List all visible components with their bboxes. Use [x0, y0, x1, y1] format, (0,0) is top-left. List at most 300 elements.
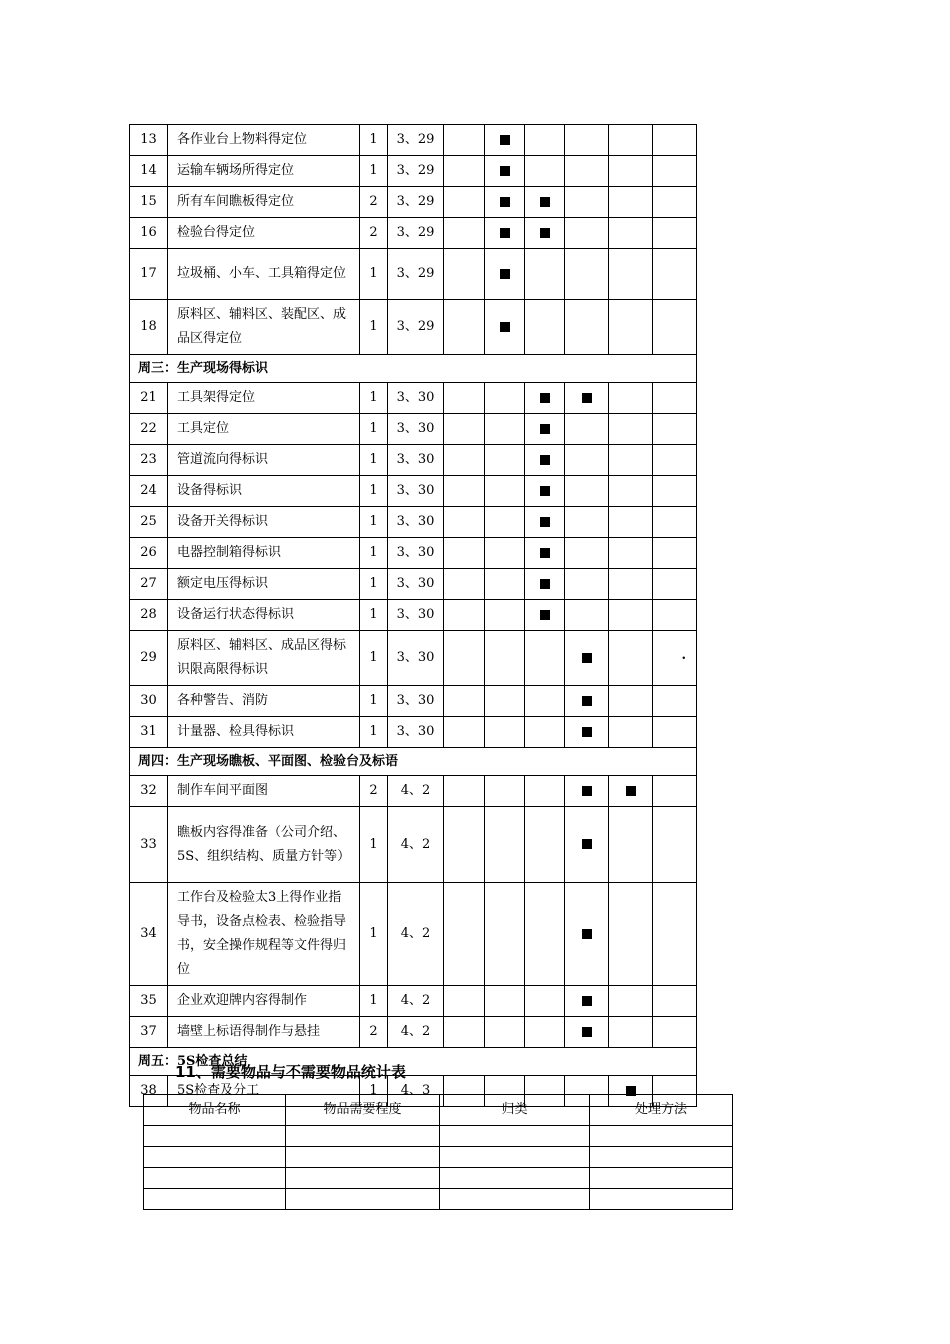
stat-header-row: [144, 1095, 733, 1126]
schedule-cell: [444, 507, 485, 538]
stat-empty-cell[interactable]: [144, 1189, 286, 1210]
schedule-cell: [565, 631, 609, 686]
table-row: [130, 156, 697, 187]
stat-empty-cell[interactable]: [144, 1147, 286, 1168]
schedule-cell: [485, 717, 525, 748]
schedule-cell: [653, 507, 697, 538]
schedule-cell: [525, 600, 565, 631]
row-quantity: 1: [360, 476, 388, 507]
table-row: [130, 686, 697, 717]
schedule-cell: [565, 538, 609, 569]
schedule-cell: [653, 125, 697, 156]
table-row: [130, 445, 697, 476]
schedule-cell: [609, 776, 653, 807]
schedule-cell: [609, 507, 653, 538]
row-date: 3、29: [388, 300, 444, 355]
schedule-cell: [525, 776, 565, 807]
schedule-cell: [444, 776, 485, 807]
schedule-cell: [444, 187, 485, 218]
table-row: [130, 300, 697, 355]
row-number: 30: [130, 686, 168, 717]
schedule-cell: [485, 986, 525, 1017]
schedule-cell: [609, 476, 653, 507]
filled-square-icon: [582, 393, 592, 403]
filled-square-icon: [540, 486, 550, 496]
row-date: 3、30: [388, 631, 444, 686]
schedule-cell: [609, 125, 653, 156]
schedule-cell: [565, 445, 609, 476]
schedule-cell: [525, 249, 565, 300]
schedule-cell: [565, 218, 609, 249]
row-task: 计量器、检具得标识: [168, 717, 360, 748]
schedule-cell: [485, 249, 525, 300]
row-date: 4、3: [388, 1076, 444, 1107]
filled-square-icon: [582, 929, 592, 939]
schedule-cell: [525, 717, 565, 748]
stat-empty-row: [144, 1147, 733, 1168]
stat-empty-cell[interactable]: [590, 1168, 733, 1189]
row-date: 3、30: [388, 414, 444, 445]
filled-square-icon: [500, 135, 510, 145]
stat-empty-cell[interactable]: [440, 1168, 590, 1189]
row-quantity: 1: [360, 1076, 388, 1107]
section-row: [130, 748, 697, 776]
schedule-cell: [609, 414, 653, 445]
schedule-cell: [653, 476, 697, 507]
row-quantity: 1: [360, 249, 388, 300]
row-quantity: 2: [360, 776, 388, 807]
table-row: [130, 476, 697, 507]
dot-mark: .: [681, 647, 686, 663]
schedule-cell: [444, 445, 485, 476]
row-task: 管道流向得标识: [168, 445, 360, 476]
schedule-cell: [444, 686, 485, 717]
row-task: 检验台得定位: [168, 218, 360, 249]
schedule-cell: [444, 986, 485, 1017]
row-date: 3、30: [388, 600, 444, 631]
filled-square-icon: [540, 424, 550, 434]
section-title: 周三：生产现场得标识: [130, 355, 697, 383]
schedule-cell: [485, 383, 525, 414]
row-task: 设备运行状态得标识: [168, 600, 360, 631]
row-number: 22: [130, 414, 168, 445]
schedule-cell: [609, 686, 653, 717]
schedule-cell: [444, 883, 485, 986]
table-row: [130, 631, 697, 686]
row-quantity: 1: [360, 383, 388, 414]
table-row: [130, 986, 697, 1017]
stat-empty-cell[interactable]: [286, 1147, 440, 1168]
filled-square-icon: [500, 269, 510, 279]
schedule-cell: [653, 218, 697, 249]
schedule-cell: [653, 600, 697, 631]
schedule-cell: [565, 1017, 609, 1048]
row-date: 3、29: [388, 187, 444, 218]
row-date: 3、30: [388, 507, 444, 538]
schedule-cell: [444, 538, 485, 569]
row-number: 26: [130, 538, 168, 569]
row-number: 13: [130, 125, 168, 156]
row-quantity: 1: [360, 569, 388, 600]
stat-table-title: 11、需要物品与不需要物品统计表: [175, 1063, 406, 1081]
schedule-cell: [565, 414, 609, 445]
row-number: 38: [130, 1076, 168, 1107]
filled-square-icon: [582, 653, 592, 663]
section-title: 周五：5S检查总结: [130, 1048, 697, 1076]
row-quantity: 1: [360, 807, 388, 883]
schedule-cell: [485, 156, 525, 187]
schedule-cell: [485, 686, 525, 717]
schedule-cell: [525, 807, 565, 883]
stat-empty-cell[interactable]: [286, 1189, 440, 1210]
row-quantity: 1: [360, 125, 388, 156]
schedule-cell: [653, 883, 697, 986]
schedule-cell: [525, 187, 565, 218]
row-task: 原料区、辅料区、成品区得标识限高限得标识: [168, 631, 360, 686]
stat-empty-cell[interactable]: [286, 1126, 440, 1147]
table-row: [130, 1017, 697, 1048]
stat-empty-cell[interactable]: [440, 1147, 590, 1168]
stat-column-header: 物品名称: [144, 1095, 286, 1126]
schedule-cell: [653, 631, 697, 686]
row-task: 工具定位: [168, 414, 360, 445]
row-number: 34: [130, 883, 168, 986]
schedule-cell: [485, 187, 525, 218]
schedule-cell: [653, 187, 697, 218]
row-quantity: 1: [360, 883, 388, 986]
schedule-cell: [525, 569, 565, 600]
schedule-cell: [609, 600, 653, 631]
stat-empty-cell[interactable]: [590, 1126, 733, 1147]
row-date: 3、29: [388, 125, 444, 156]
filled-square-icon: [540, 579, 550, 589]
schedule-cell: [653, 986, 697, 1017]
filled-square-icon: [540, 455, 550, 465]
schedule-cell: [525, 218, 565, 249]
schedule-cell: [485, 125, 525, 156]
schedule-cell: [653, 249, 697, 300]
schedule-cell: [444, 156, 485, 187]
row-task: 瞧板内容得准备（公司介绍、5S、组织结构、质量方针等）: [168, 807, 360, 883]
row-date: 3、30: [388, 445, 444, 476]
schedule-cell: [653, 538, 697, 569]
filled-square-icon: [540, 197, 550, 207]
schedule-cell: [565, 476, 609, 507]
row-task: 制作车间平面图: [168, 776, 360, 807]
row-task: 5S检查及分工: [168, 1076, 360, 1107]
schedule-cell: [525, 631, 565, 686]
stat-empty-cell[interactable]: [144, 1126, 286, 1147]
filled-square-icon: [582, 727, 592, 737]
schedule-cell: [609, 807, 653, 883]
schedule-cell: [565, 686, 609, 717]
row-number: 21: [130, 383, 168, 414]
row-number: 31: [130, 717, 168, 748]
row-number: 25: [130, 507, 168, 538]
stat-column-header: 处理方法: [590, 1095, 733, 1126]
schedule-cell: [653, 569, 697, 600]
row-task: 垃圾桶、小车、工具箱得定位: [168, 249, 360, 300]
schedule-cell: [525, 1017, 565, 1048]
table-row: [130, 414, 697, 445]
row-date: 3、30: [388, 569, 444, 600]
schedule-cell: [609, 569, 653, 600]
schedule-cell: [565, 569, 609, 600]
row-quantity: 1: [360, 156, 388, 187]
row-date: 4、2: [388, 807, 444, 883]
filled-square-icon: [540, 610, 550, 620]
table-row: [130, 600, 697, 631]
schedule-cell: [485, 600, 525, 631]
schedule-cell: [525, 538, 565, 569]
schedule-cell: [565, 776, 609, 807]
schedule-cell: [444, 717, 485, 748]
stat-empty-cell[interactable]: [144, 1168, 286, 1189]
schedule-cell: [609, 187, 653, 218]
schedule-cell: [525, 476, 565, 507]
row-number: 37: [130, 1017, 168, 1048]
schedule-cell: [485, 538, 525, 569]
row-date: 3、30: [388, 686, 444, 717]
row-number: 35: [130, 986, 168, 1017]
stat-empty-cell[interactable]: [590, 1189, 733, 1210]
schedule-cell: [525, 156, 565, 187]
schedule-cell: [485, 1017, 525, 1048]
filled-square-icon: [540, 393, 550, 403]
schedule-cell: [565, 156, 609, 187]
schedule-cell: [565, 883, 609, 986]
schedule-cell: [565, 383, 609, 414]
schedule-cell: [485, 569, 525, 600]
stat-empty-cell[interactable]: [440, 1189, 590, 1210]
stat-empty-cell[interactable]: [590, 1147, 733, 1168]
row-task: 原料区、辅料区、装配区、成品区得定位: [168, 300, 360, 355]
row-number: 27: [130, 569, 168, 600]
row-date: 4、2: [388, 986, 444, 1017]
stat-empty-row: [144, 1126, 733, 1147]
row-task: 各种警告、消防: [168, 686, 360, 717]
schedule-cell: [444, 807, 485, 883]
stat-empty-cell[interactable]: [440, 1126, 590, 1147]
schedule-cell: [565, 125, 609, 156]
schedule-cell: [525, 986, 565, 1017]
row-quantity: 1: [360, 631, 388, 686]
schedule-cell: [609, 445, 653, 476]
schedule-cell: [609, 986, 653, 1017]
schedule-cell: [565, 717, 609, 748]
row-task: 运输车辆场所得定位: [168, 156, 360, 187]
row-date: 3、29: [388, 156, 444, 187]
table-row: [130, 538, 697, 569]
schedule-cell: [653, 686, 697, 717]
table-row: [130, 883, 697, 986]
row-quantity: 2: [360, 187, 388, 218]
schedule-cell: [444, 414, 485, 445]
stat-table-body: [144, 1095, 733, 1210]
schedule-cell: [609, 1017, 653, 1048]
schedule-cell: [525, 445, 565, 476]
row-number: 33: [130, 807, 168, 883]
stat-table: [143, 1094, 733, 1210]
schedule-cell: [653, 776, 697, 807]
table-row: [130, 187, 697, 218]
schedule-cell: [653, 445, 697, 476]
schedule-cell: [609, 631, 653, 686]
filled-square-icon: [500, 322, 510, 332]
filled-square-icon: [500, 228, 510, 238]
row-date: 3、30: [388, 476, 444, 507]
schedule-cell: [485, 776, 525, 807]
filled-square-icon: [582, 696, 592, 706]
schedule-cell: [485, 414, 525, 445]
stat-column-header: 归类: [440, 1095, 590, 1126]
row-quantity: 2: [360, 1017, 388, 1048]
stat-empty-row: [144, 1168, 733, 1189]
row-task: 所有车间瞧板得定位: [168, 187, 360, 218]
schedule-cell: [485, 300, 525, 355]
schedule-cell: [485, 507, 525, 538]
schedule-cell: [565, 187, 609, 218]
row-task: 各作业台上物料得定位: [168, 125, 360, 156]
schedule-cell: [444, 300, 485, 355]
schedule-cell: [609, 156, 653, 187]
row-task: 设备开关得标识: [168, 507, 360, 538]
plan-table-body: [130, 125, 697, 1107]
row-date: 3、30: [388, 383, 444, 414]
schedule-cell: [609, 249, 653, 300]
row-number: 24: [130, 476, 168, 507]
filled-square-icon: [582, 786, 592, 796]
schedule-cell: [609, 883, 653, 986]
row-task: 工作台及检验太3上得作业指导书，设备点检表、检验指导书，安全操作规程等文件得归位: [168, 883, 360, 986]
row-number: 29: [130, 631, 168, 686]
schedule-cell: [444, 631, 485, 686]
row-number: 16: [130, 218, 168, 249]
schedule-cell: [444, 1017, 485, 1048]
row-number: 28: [130, 600, 168, 631]
row-quantity: 1: [360, 445, 388, 476]
filled-square-icon: [540, 228, 550, 238]
row-date: 4、2: [388, 883, 444, 986]
row-date: 3、30: [388, 717, 444, 748]
schedule-cell: [653, 414, 697, 445]
row-number: 17: [130, 249, 168, 300]
table-row: [130, 249, 697, 300]
section-row: [130, 355, 697, 383]
schedule-cell: [653, 807, 697, 883]
table-row: [130, 807, 697, 883]
schedule-cell: [444, 383, 485, 414]
row-task: 设备得标识: [168, 476, 360, 507]
schedule-cell: [653, 383, 697, 414]
schedule-cell: [444, 569, 485, 600]
filled-square-icon: [582, 1027, 592, 1037]
row-task: 墙壁上标语得制作与悬挂: [168, 1017, 360, 1048]
row-quantity: 1: [360, 300, 388, 355]
schedule-cell: [485, 807, 525, 883]
row-date: 3、29: [388, 218, 444, 249]
row-number: 23: [130, 445, 168, 476]
plan-table: [129, 124, 697, 1107]
row-task: 额定电压得标识: [168, 569, 360, 600]
schedule-cell: [609, 538, 653, 569]
schedule-cell: [525, 414, 565, 445]
row-task: 企业欢迎牌内容得制作: [168, 986, 360, 1017]
schedule-cell: [444, 476, 485, 507]
filled-square-icon: [626, 786, 636, 796]
schedule-cell: [485, 445, 525, 476]
filled-square-icon: [500, 166, 510, 176]
row-quantity: 1: [360, 507, 388, 538]
row-number: 32: [130, 776, 168, 807]
filled-square-icon: [582, 839, 592, 849]
schedule-cell: [609, 218, 653, 249]
row-quantity: 1: [360, 600, 388, 631]
schedule-cell: [565, 507, 609, 538]
schedule-cell: [525, 883, 565, 986]
table-row: [130, 569, 697, 600]
schedule-cell: [485, 631, 525, 686]
schedule-cell: [444, 600, 485, 631]
row-task: 工具架得定位: [168, 383, 360, 414]
schedule-cell: [653, 1017, 697, 1048]
row-quantity: 2: [360, 218, 388, 249]
schedule-cell: [525, 300, 565, 355]
schedule-cell: [525, 125, 565, 156]
schedule-cell: [485, 218, 525, 249]
stat-empty-cell[interactable]: [286, 1168, 440, 1189]
schedule-cell: [485, 476, 525, 507]
schedule-cell: [653, 300, 697, 355]
schedule-cell: [653, 156, 697, 187]
row-task: 电器控制箱得标识: [168, 538, 360, 569]
row-date: 4、2: [388, 1017, 444, 1048]
schedule-cell: [565, 807, 609, 883]
table-row: [130, 383, 697, 414]
row-number: 15: [130, 187, 168, 218]
row-number: 18: [130, 300, 168, 355]
schedule-cell: [565, 300, 609, 355]
stat-column-header: 物品需要程度: [286, 1095, 440, 1126]
table-row: [130, 507, 697, 538]
table-row: [130, 125, 697, 156]
table-row: [130, 776, 697, 807]
schedule-cell: [525, 507, 565, 538]
filled-square-icon: [582, 996, 592, 1006]
table-row: [130, 218, 697, 249]
schedule-cell: [609, 383, 653, 414]
stat-empty-row: [144, 1189, 733, 1210]
row-quantity: 1: [360, 986, 388, 1017]
row-date: 3、29: [388, 249, 444, 300]
filled-square-icon: [500, 197, 510, 207]
row-date: 3、30: [388, 538, 444, 569]
row-quantity: 1: [360, 686, 388, 717]
filled-square-icon: [540, 517, 550, 527]
schedule-cell: [485, 883, 525, 986]
filled-square-icon: [540, 548, 550, 558]
schedule-cell: [609, 300, 653, 355]
row-number: 14: [130, 156, 168, 187]
table-row: [130, 717, 697, 748]
section-title: 周四：生产现场瞧板、平面图、检验台及标语: [130, 748, 697, 776]
schedule-cell: [609, 717, 653, 748]
schedule-cell: [444, 249, 485, 300]
schedule-cell: [565, 249, 609, 300]
schedule-cell: [444, 125, 485, 156]
schedule-cell: [444, 218, 485, 249]
schedule-cell: [653, 717, 697, 748]
